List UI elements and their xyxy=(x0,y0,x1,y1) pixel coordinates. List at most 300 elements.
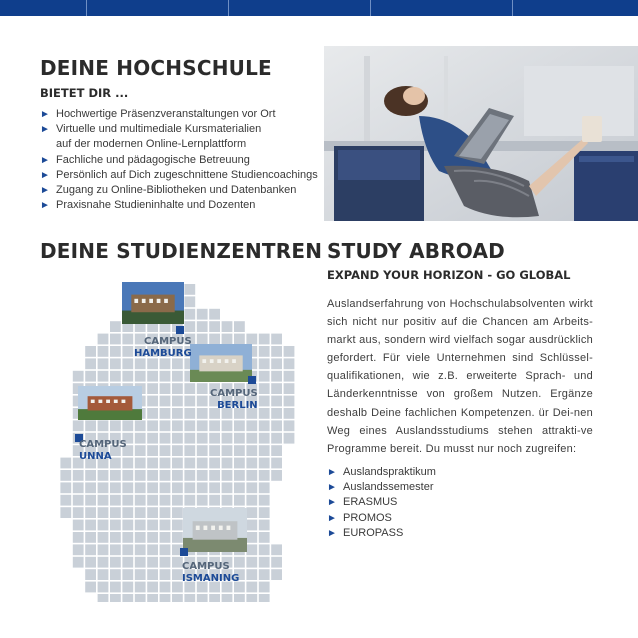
map-grid-cell xyxy=(98,582,109,593)
map-grid-cell xyxy=(284,433,295,444)
map-grid-cell xyxy=(147,433,158,444)
campus-unna[interactable] xyxy=(79,439,127,463)
map-grid-cell xyxy=(122,346,133,357)
campus-berlin[interactable] xyxy=(210,388,258,412)
map-grid-cell xyxy=(234,495,245,506)
arrow-right-icon: ► xyxy=(40,169,50,181)
map-grid-cell xyxy=(135,594,146,602)
map-grid-cell xyxy=(160,445,171,456)
map-grid-cell xyxy=(246,557,257,568)
map-grid-cell xyxy=(85,520,96,531)
list-item xyxy=(40,183,330,198)
arrow-right-icon: ► xyxy=(327,512,337,524)
map-grid-cell xyxy=(160,458,171,469)
map-grid-cell xyxy=(172,433,183,444)
map-grid-cell xyxy=(110,358,121,369)
map-grid-cell xyxy=(209,309,220,320)
map-grid-cell xyxy=(135,445,146,456)
list-item-text: Auslandspraktikum xyxy=(343,466,436,478)
campus-label: CAMPUS xyxy=(79,439,127,450)
map-grid-cell xyxy=(197,408,208,419)
list-item-text: Persönlich auf Dich zugeschnittene Studiencoachings xyxy=(56,168,318,181)
map-grid-cell xyxy=(246,433,257,444)
map-grid-cell xyxy=(160,569,171,580)
campus-berlin-photo xyxy=(190,344,252,382)
map-grid-cell xyxy=(184,296,195,307)
map-grid-cell xyxy=(122,544,133,555)
map-grid-cell xyxy=(73,532,84,543)
map-grid-cell xyxy=(73,507,84,518)
map-grid-cell xyxy=(147,470,158,481)
map-grid-cell xyxy=(135,420,146,431)
map-grid-cell xyxy=(259,544,270,555)
map-grid-cell xyxy=(147,582,158,593)
map-grid-cell xyxy=(110,420,121,431)
map-grid-cell xyxy=(234,458,245,469)
map-grid-cell xyxy=(135,532,146,543)
map-grid-cell xyxy=(85,371,96,382)
map-grid-cell xyxy=(98,420,109,431)
map-grid-cell xyxy=(122,371,133,382)
map-grid-cell xyxy=(284,420,295,431)
map-grid-cell xyxy=(160,408,171,419)
campus-marker xyxy=(248,376,256,384)
map-grid-cell xyxy=(284,358,295,369)
map-grid-cell xyxy=(122,482,133,493)
map-grid-cell xyxy=(284,408,295,419)
germany-campus-map xyxy=(40,282,312,602)
list-item-text: Hochwertige Präsenzveranstaltungen vor Ort xyxy=(56,108,276,120)
abroad-title: STUDY ABROAD xyxy=(327,239,505,263)
map-grid-cell xyxy=(184,284,195,295)
campus-hamburg-photo xyxy=(122,282,184,324)
map-grid-cell xyxy=(60,458,71,469)
map-grid-cell xyxy=(197,396,208,407)
map-grid-cell xyxy=(85,482,96,493)
map-grid-cell xyxy=(259,458,270,469)
map-grid-cell xyxy=(271,569,282,580)
map-grid-cell xyxy=(259,334,270,345)
map-grid-cell xyxy=(222,470,233,481)
list-item xyxy=(327,495,527,510)
map-grid-cell xyxy=(98,569,109,580)
hochschule-list xyxy=(40,107,330,213)
map-grid-cell xyxy=(60,482,71,493)
map-grid-cell xyxy=(184,495,195,506)
list-item-text: Praxisnahe Studieninhalte und Dozenten xyxy=(56,199,256,212)
map-grid-cell xyxy=(160,420,171,431)
map-grid-cell xyxy=(122,507,133,518)
map-grid-cell xyxy=(197,482,208,493)
map-grid-cell xyxy=(85,544,96,555)
map-grid-cell xyxy=(172,470,183,481)
map-grid-cell xyxy=(259,408,270,419)
map-grid-cell xyxy=(209,445,220,456)
map-grid-cell xyxy=(259,445,270,456)
map-grid-cell xyxy=(246,470,257,481)
map-grid-cell xyxy=(259,396,270,407)
map-grid-cell xyxy=(259,433,270,444)
map-grid-cell xyxy=(135,433,146,444)
map-grid-cell xyxy=(147,507,158,518)
map-grid-cell xyxy=(85,358,96,369)
map-grid-cell xyxy=(147,532,158,543)
list-item-text: Zugang zu Online-Bibliotheken und Datenbanken xyxy=(56,184,297,197)
map-grid-cell xyxy=(98,557,109,568)
map-grid-cell xyxy=(222,495,233,506)
map-grid-cell xyxy=(209,594,220,602)
map-grid-cell xyxy=(197,495,208,506)
map-grid-cell xyxy=(184,420,195,431)
map-grid-cell xyxy=(160,520,171,531)
campus-city: UNNA xyxy=(79,451,112,462)
abroad-list xyxy=(327,465,527,541)
map-grid-cell xyxy=(284,371,295,382)
map-grid-cell xyxy=(172,396,183,407)
map-grid-cell xyxy=(172,495,183,506)
campus-marker xyxy=(180,548,188,556)
map-grid-cell xyxy=(246,594,257,602)
map-grid-cell xyxy=(271,420,282,431)
map-grid-cell xyxy=(284,396,295,407)
hochschule-title: DEINE HOCHSCHULE xyxy=(40,56,272,80)
map-grid-cell xyxy=(197,334,208,345)
map-grid-cell xyxy=(147,495,158,506)
map-grid-cell xyxy=(271,346,282,357)
list-item xyxy=(327,511,527,526)
map-grid-cell xyxy=(73,482,84,493)
map-grid-cell xyxy=(184,470,195,481)
map-grid-cell xyxy=(85,569,96,580)
map-grid-cell xyxy=(147,594,158,602)
map-grid-cell xyxy=(85,346,96,357)
map-grid-cell xyxy=(122,334,133,345)
map-grid-cell xyxy=(234,334,245,345)
map-grid-cell xyxy=(98,346,109,357)
map-grid-cell xyxy=(197,445,208,456)
map-grid-cell xyxy=(222,594,233,602)
map-grid-cell xyxy=(259,346,270,357)
map-grid-cell xyxy=(98,520,109,531)
map-grid-cell xyxy=(85,420,96,431)
map-grid-cell xyxy=(222,458,233,469)
map-grid-cell xyxy=(184,309,195,320)
map-grid-cell xyxy=(147,420,158,431)
arrow-right-icon: ► xyxy=(40,200,50,212)
map-grid-cell xyxy=(184,383,195,394)
map-grid-cell xyxy=(259,495,270,506)
map-grid-cell xyxy=(271,408,282,419)
student-photo xyxy=(324,46,638,221)
map-grid-cell xyxy=(259,594,270,602)
list-item xyxy=(40,168,330,183)
map-grid-cell xyxy=(110,371,121,382)
map-grid-cell xyxy=(73,470,84,481)
map-grid-cell xyxy=(160,495,171,506)
map-grid-cell xyxy=(60,470,71,481)
map-grid-cell xyxy=(135,569,146,580)
map-grid-cell xyxy=(246,569,257,580)
arrow-right-icon: ► xyxy=(40,109,50,120)
map-grid-cell xyxy=(246,334,257,345)
map-grid-cell xyxy=(98,482,109,493)
map-grid-cell xyxy=(184,433,195,444)
map-grid-cell xyxy=(209,433,220,444)
top-bar-divider xyxy=(370,0,371,16)
map-grid-cell xyxy=(135,458,146,469)
map-grid-cell xyxy=(259,557,270,568)
map-grid-cell xyxy=(246,495,257,506)
map-grid-cell xyxy=(234,445,245,456)
list-item xyxy=(40,153,330,168)
map-grid-cell xyxy=(122,470,133,481)
map-grid-cell xyxy=(135,507,146,518)
list-item-text: Auslandssemester xyxy=(343,481,434,494)
map-grid-cell xyxy=(172,420,183,431)
map-grid-cell xyxy=(147,358,158,369)
map-grid-cell xyxy=(222,321,233,332)
campus-city: ISMANING xyxy=(182,573,240,584)
map-grid-cell xyxy=(259,470,270,481)
arrow-right-icon: ► xyxy=(40,124,50,136)
map-grid-cell xyxy=(147,445,158,456)
map-grid-cell xyxy=(259,371,270,382)
map-grid-cell xyxy=(234,594,245,602)
abroad-subtitle: EXPAND YOUR HORIZON - GO GLOBAL xyxy=(327,268,571,282)
list-item-text: Virtuelle und multimediale Kursmaterialien xyxy=(56,123,262,136)
arrow-right-icon: ► xyxy=(40,154,50,166)
map-grid-cell xyxy=(98,470,109,481)
map-grid-cell xyxy=(197,470,208,481)
top-bar-divider xyxy=(228,0,229,16)
map-grid-cell xyxy=(147,520,158,531)
map-grid-cell xyxy=(135,557,146,568)
map-grid-cell xyxy=(160,482,171,493)
map-grid-cell xyxy=(98,495,109,506)
map-grid-cell xyxy=(271,334,282,345)
map-grid-cell xyxy=(246,532,257,543)
map-grid-cell xyxy=(209,458,220,469)
map-grid-cell xyxy=(184,594,195,602)
map-grid-cell xyxy=(73,544,84,555)
map-grid-cell xyxy=(73,520,84,531)
map-grid-cell xyxy=(271,557,282,568)
map-grid-cell xyxy=(122,520,133,531)
list-item xyxy=(327,465,527,480)
map-grid-cell xyxy=(160,371,171,382)
campus-label: CAMPUS xyxy=(182,561,230,572)
map-grid-cell xyxy=(246,582,257,593)
map-grid-cell xyxy=(246,458,257,469)
map-grid-cell xyxy=(122,358,133,369)
map-grid-cell xyxy=(147,544,158,555)
map-grid-cell xyxy=(135,358,146,369)
map-grid-cell xyxy=(184,321,195,332)
top-bar-divider xyxy=(512,0,513,16)
map-grid-cell xyxy=(209,321,220,332)
campus-city: BERLIN xyxy=(217,400,258,411)
map-grid-cell xyxy=(110,495,121,506)
map-grid-cell xyxy=(135,495,146,506)
map-grid-cell xyxy=(110,482,121,493)
map-grid-cell xyxy=(160,433,171,444)
top-bar xyxy=(0,0,638,16)
map-grid-cell xyxy=(184,445,195,456)
list-item-text: ERASMUS xyxy=(343,496,398,509)
top-bar-divider xyxy=(86,0,87,16)
list-item xyxy=(40,107,330,122)
map-grid-cell xyxy=(122,594,133,602)
map-grid-cell xyxy=(160,532,171,543)
map-grid-cell xyxy=(172,445,183,456)
map-grid-cell xyxy=(209,470,220,481)
map-grid-cell xyxy=(160,470,171,481)
map-grid-cell xyxy=(259,383,270,394)
map-grid-cell xyxy=(147,396,158,407)
map-grid-cell xyxy=(98,371,109,382)
map-grid-cell xyxy=(135,470,146,481)
map-grid-cell xyxy=(271,396,282,407)
map-grid-cell xyxy=(271,371,282,382)
map-grid-cell xyxy=(209,495,220,506)
map-grid-cell xyxy=(98,544,109,555)
map-grid-cell xyxy=(222,445,233,456)
map-grid-cell xyxy=(259,420,270,431)
list-item xyxy=(40,122,330,152)
map-grid-cell xyxy=(160,544,171,555)
map-grid-cell xyxy=(197,309,208,320)
map-grid-cell xyxy=(234,470,245,481)
map-grid-cell xyxy=(110,520,121,531)
map-grid-cell xyxy=(110,334,121,345)
map-grid-cell xyxy=(209,420,220,431)
arrow-right-icon: ► xyxy=(327,467,337,478)
map-grid-cell xyxy=(60,495,71,506)
map-grid-cell xyxy=(197,383,208,394)
map-grid-cell xyxy=(160,507,171,518)
map-grid-cell xyxy=(172,532,183,543)
map-grid-cell xyxy=(135,482,146,493)
map-grid-cell xyxy=(135,371,146,382)
map-grid-cell xyxy=(85,495,96,506)
map-grid-cell xyxy=(209,334,220,345)
map-grid-cell xyxy=(184,458,195,469)
map-grid-cell xyxy=(197,594,208,602)
map-grid-cell xyxy=(110,557,121,568)
map-grid-cell xyxy=(197,321,208,332)
map-grid-cell xyxy=(259,507,270,518)
map-grid-cell xyxy=(147,482,158,493)
map-grid-cell xyxy=(271,433,282,444)
campus-ismaning[interactable] xyxy=(182,561,239,585)
campus-marker xyxy=(176,326,184,334)
map-grid-cell xyxy=(197,420,208,431)
map-grid-cell xyxy=(122,582,133,593)
map-grid-cell xyxy=(271,358,282,369)
map-grid-cell xyxy=(98,532,109,543)
list-item-text: Fachliche und pädagogische Betreuung xyxy=(56,153,250,166)
map-grid-cell xyxy=(271,470,282,481)
map-grid-cell xyxy=(234,420,245,431)
map-grid-cell xyxy=(98,594,109,602)
map-grid-cell xyxy=(184,482,195,493)
map-grid-cell xyxy=(259,358,270,369)
campus-ismaning-photo xyxy=(183,508,247,552)
map-grid-cell xyxy=(184,396,195,407)
map-grid-cell xyxy=(234,482,245,493)
map-grid-cell xyxy=(172,408,183,419)
map-grid-cell xyxy=(271,383,282,394)
map-grid-cell xyxy=(172,594,183,602)
map-grid-cell xyxy=(73,371,84,382)
map-grid-cell xyxy=(172,371,183,382)
map-grid-cell xyxy=(85,470,96,481)
map-grid-cell xyxy=(160,582,171,593)
list-item-text: EUROPASS xyxy=(343,526,404,539)
map-grid-cell xyxy=(222,482,233,493)
map-grid-cell xyxy=(85,582,96,593)
map-grid-cell xyxy=(98,334,109,345)
map-grid-cell xyxy=(147,569,158,580)
arrow-right-icon: ► xyxy=(327,527,337,539)
arrow-right-icon: ► xyxy=(327,497,337,509)
map-grid-cell xyxy=(184,408,195,419)
studienzentren-title: DEINE STUDIENZENTREN xyxy=(40,239,323,263)
map-grid-cell xyxy=(60,507,71,518)
map-grid-cell xyxy=(160,594,171,602)
campus-label: CAMPUS xyxy=(144,336,192,347)
map-grid-cell xyxy=(147,371,158,382)
map-grid-cell xyxy=(122,557,133,568)
map-grid-cell xyxy=(234,433,245,444)
list-item xyxy=(327,480,527,495)
map-grid-cell xyxy=(172,482,183,493)
map-grid-cell xyxy=(110,507,121,518)
map-grid-cell xyxy=(110,582,121,593)
map-grid-cell xyxy=(259,532,270,543)
map-grid-cell xyxy=(172,383,183,394)
map-grid-cell xyxy=(197,433,208,444)
campus-hamburg[interactable] xyxy=(134,336,192,360)
map-grid-cell xyxy=(110,569,121,580)
list-item xyxy=(40,198,330,213)
map-grid-cell xyxy=(110,544,121,555)
map-grid-cell xyxy=(98,358,109,369)
arrow-right-icon: ► xyxy=(40,185,50,197)
map-grid-cell xyxy=(234,321,245,332)
map-grid-cell xyxy=(271,458,282,469)
map-grid-cell xyxy=(259,520,270,531)
map-grid-cell xyxy=(172,458,183,469)
arrow-right-icon: ► xyxy=(327,482,337,494)
map-grid-cell xyxy=(110,321,121,332)
map-grid-cell xyxy=(246,420,257,431)
map-grid-cell xyxy=(209,482,220,493)
map-grid-cell xyxy=(197,458,208,469)
map-grid-cell xyxy=(110,470,121,481)
map-grid-cell xyxy=(147,458,158,469)
map-grid-cell xyxy=(110,346,121,357)
campus-label: CAMPUS xyxy=(210,388,258,399)
map-grid-cell xyxy=(246,482,257,493)
map-grid-cell xyxy=(85,532,96,543)
campus-city: HAMBURG xyxy=(134,348,192,359)
map-grid-cell xyxy=(172,520,183,531)
map-grid-cell xyxy=(135,544,146,555)
map-grid-cell xyxy=(122,532,133,543)
map-grid-cell xyxy=(73,495,84,506)
map-grid-cell xyxy=(122,420,133,431)
